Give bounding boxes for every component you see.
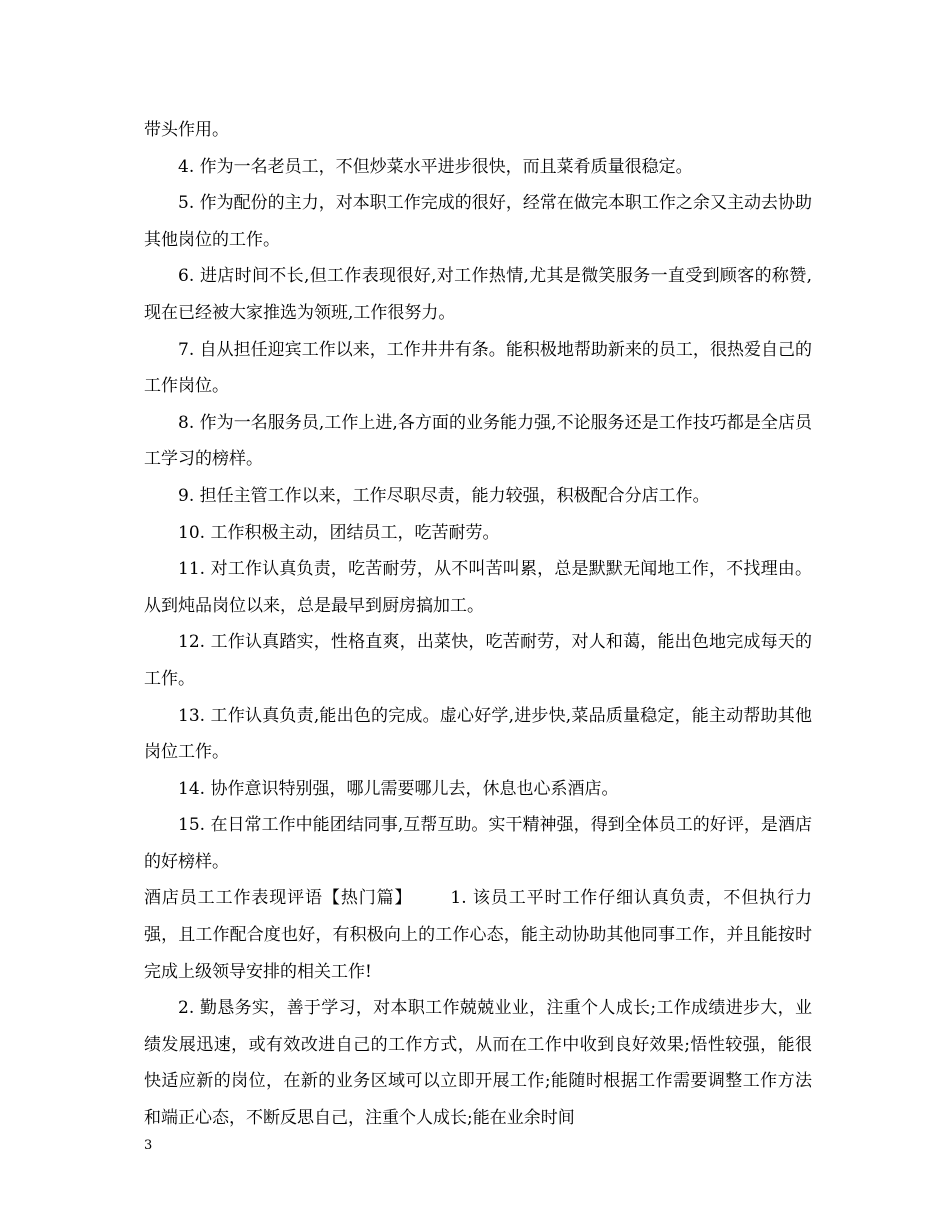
paragraph: 带头作用。	[144, 120, 229, 140]
paragraph: 9. 担任主管工作以来，工作尽职尽责，能力较强，积极配合分店工作。	[178, 485, 710, 506]
paragraph: 4. 作为一名老员工，不但炒菜水平进步很快，而且菜肴质量很稳定。	[178, 156, 693, 177]
paragraph: 2. 勤恳务实，善于学习，对本职工作兢兢业业，注重个人成长;工作成绩进步大，业绩发展迅速，或有效改进自己的工作方式，从而在工作中收到良好效果;悟性较强，能很快适应新的岗位，在新的业务区域可以立即开展工作;能随时根据工作需要调整工作方法和端正心态，不断反思自己，注重个人成长;能在业余时间	[144, 998, 812, 1129]
paragraph: 15. 在日常工作中能团结同事,互帮互助。实干精神强，得到全体员工的好评，是酒店的好榜样。	[144, 815, 812, 872]
paragraph: 11. 对工作认真负责，吃苦耐劳，从不叫苦叫累，总是默默无闻地工作，不找理由。从到炖品岗位以来，总是最早到厨房搞加工。	[144, 559, 812, 616]
body-text	[144, 112, 812, 1137]
section-heading: 酒店员工工作表现评语【热门篇】	[144, 888, 413, 909]
paragraph: 6. 进店时间不长,但工作表现很好,对工作热情,尤其是微笑服务一直受到顾客的称赞,现在已经被大家推选为领班,工作很努力。	[144, 266, 812, 323]
paragraph: 10. 工作积极主动，团结员工，吃苦耐劳。	[178, 522, 500, 543]
section-paragraph	[144, 880, 812, 990]
paragraph: 8. 作为一名服务员,工作上进,各方面的业务能力强,不论服务还是工作技巧都是全店员工学习的榜样。	[144, 412, 812, 470]
paragraph: 12. 工作认真踏实，性格直爽，出菜快，吃苦耐劳，对人和蔼，能出色地完成每天的工作。	[144, 632, 812, 689]
paragraph: 5. 作为配份的主力，对本职工作完成的很好，经常在做完本职工作之余又主动去协助其他岗位的工作。	[144, 193, 812, 250]
page-number: 3	[144, 1138, 153, 1153]
paragraph: 13. 工作认真负责,能出色的完成。虚心好学,进步快,菜品质量稳定，能主动帮助其他岗位工作。	[144, 705, 812, 763]
paragraph: 14. 协作意识特别强，哪儿需要哪儿去，休息也心系酒店。	[178, 778, 619, 799]
section-first-item: 1. 该员工平时工作仔细认真负责，不但执行力强，且工作配合度也好，有积极向上的工作心态，能主动协助其他同事工作，并且能按时完成上级领导安排的相关工作!	[144, 888, 813, 982]
paragraph: 7. 自从担任迎宾工作以来，工作井井有条。能积极地帮助新来的员工，很热爱自己的工作岗位。	[144, 339, 812, 397]
